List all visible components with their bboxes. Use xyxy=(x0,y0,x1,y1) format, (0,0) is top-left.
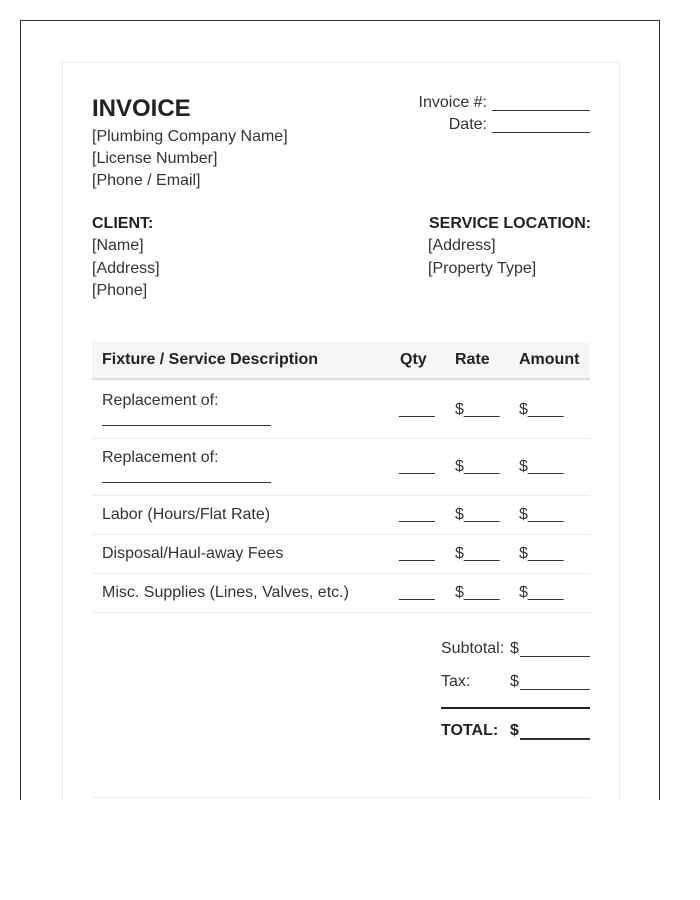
row-5-rate[interactable]: $____ xyxy=(455,584,500,601)
row-3-description: Labor (Hours/Flat Rate) xyxy=(102,506,271,523)
invoice-number-label: Invoice #: xyxy=(418,94,487,111)
license-number: [License Number] xyxy=(92,150,218,167)
row-divider xyxy=(92,438,590,439)
total-divider xyxy=(441,707,590,709)
row-3-rate[interactable]: $____ xyxy=(455,506,500,523)
service-address: [Address] xyxy=(428,237,496,254)
row-2-description-field[interactable] xyxy=(102,468,271,483)
row-4-qty[interactable]: ____ xyxy=(399,545,435,562)
phone-email: [Phone / Email] xyxy=(92,172,201,189)
row-5-amount[interactable]: $____ xyxy=(519,584,564,601)
client-heading: CLIENT: xyxy=(92,215,154,232)
row-1-description: Replacement of: xyxy=(102,392,219,409)
row-2-qty[interactable]: ____ xyxy=(399,458,435,475)
tax-field[interactable] xyxy=(520,675,590,690)
total-label: TOTAL: xyxy=(441,722,499,739)
row-1-rate[interactable]: $____ xyxy=(455,401,500,418)
row-5-qty[interactable]: ____ xyxy=(399,584,435,601)
client-phone: [Phone] xyxy=(92,282,148,299)
invoice-number-field[interactable] xyxy=(492,96,590,111)
row-1-amount[interactable]: $____ xyxy=(519,401,564,418)
column-qty: Qty xyxy=(400,351,427,368)
column-rate: Rate xyxy=(455,351,490,368)
row-2-description: Replacement of: xyxy=(102,449,219,466)
column-description: Fixture / Service Description xyxy=(102,351,319,368)
footer-divider xyxy=(92,797,590,798)
row-1-description-field[interactable] xyxy=(102,411,271,426)
subtotal-label: Subtotal: xyxy=(441,640,505,657)
table-header xyxy=(92,342,590,380)
tax-currency: $ xyxy=(510,673,519,690)
date-label: Date: xyxy=(448,116,487,133)
row-divider xyxy=(92,534,590,535)
row-5-description: Misc. Supplies (Lines, Valves, etc.) xyxy=(102,584,349,601)
client-address: [Address] xyxy=(92,260,160,277)
tax-label: Tax: xyxy=(441,673,471,690)
row-divider xyxy=(92,573,590,574)
property-type: [Property Type] xyxy=(428,260,537,277)
total-field[interactable] xyxy=(520,724,590,740)
row-4-amount[interactable]: $____ xyxy=(519,545,564,562)
client-name: [Name] xyxy=(92,237,144,254)
row-4-rate[interactable]: $____ xyxy=(455,545,500,562)
row-3-amount[interactable]: $____ xyxy=(519,506,564,523)
row-divider xyxy=(92,495,590,496)
row-2-rate[interactable]: $____ xyxy=(455,458,500,475)
subtotal-currency: $ xyxy=(510,640,519,657)
row-2-amount[interactable]: $____ xyxy=(519,458,564,475)
row-4-description: Disposal/Haul-away Fees xyxy=(102,545,284,562)
column-amount: Amount xyxy=(519,351,580,368)
company-name: [Plumbing Company Name] xyxy=(92,128,288,145)
invoice-title: INVOICE xyxy=(92,95,191,122)
total-currency: $ xyxy=(510,722,519,739)
subtotal-field[interactable] xyxy=(520,642,590,657)
row-3-qty[interactable]: ____ xyxy=(399,506,435,523)
row-divider xyxy=(92,612,590,613)
date-field[interactable] xyxy=(492,118,590,133)
row-1-qty[interactable]: ____ xyxy=(399,401,435,418)
service-location-heading: SERVICE LOCATION: xyxy=(429,215,592,232)
